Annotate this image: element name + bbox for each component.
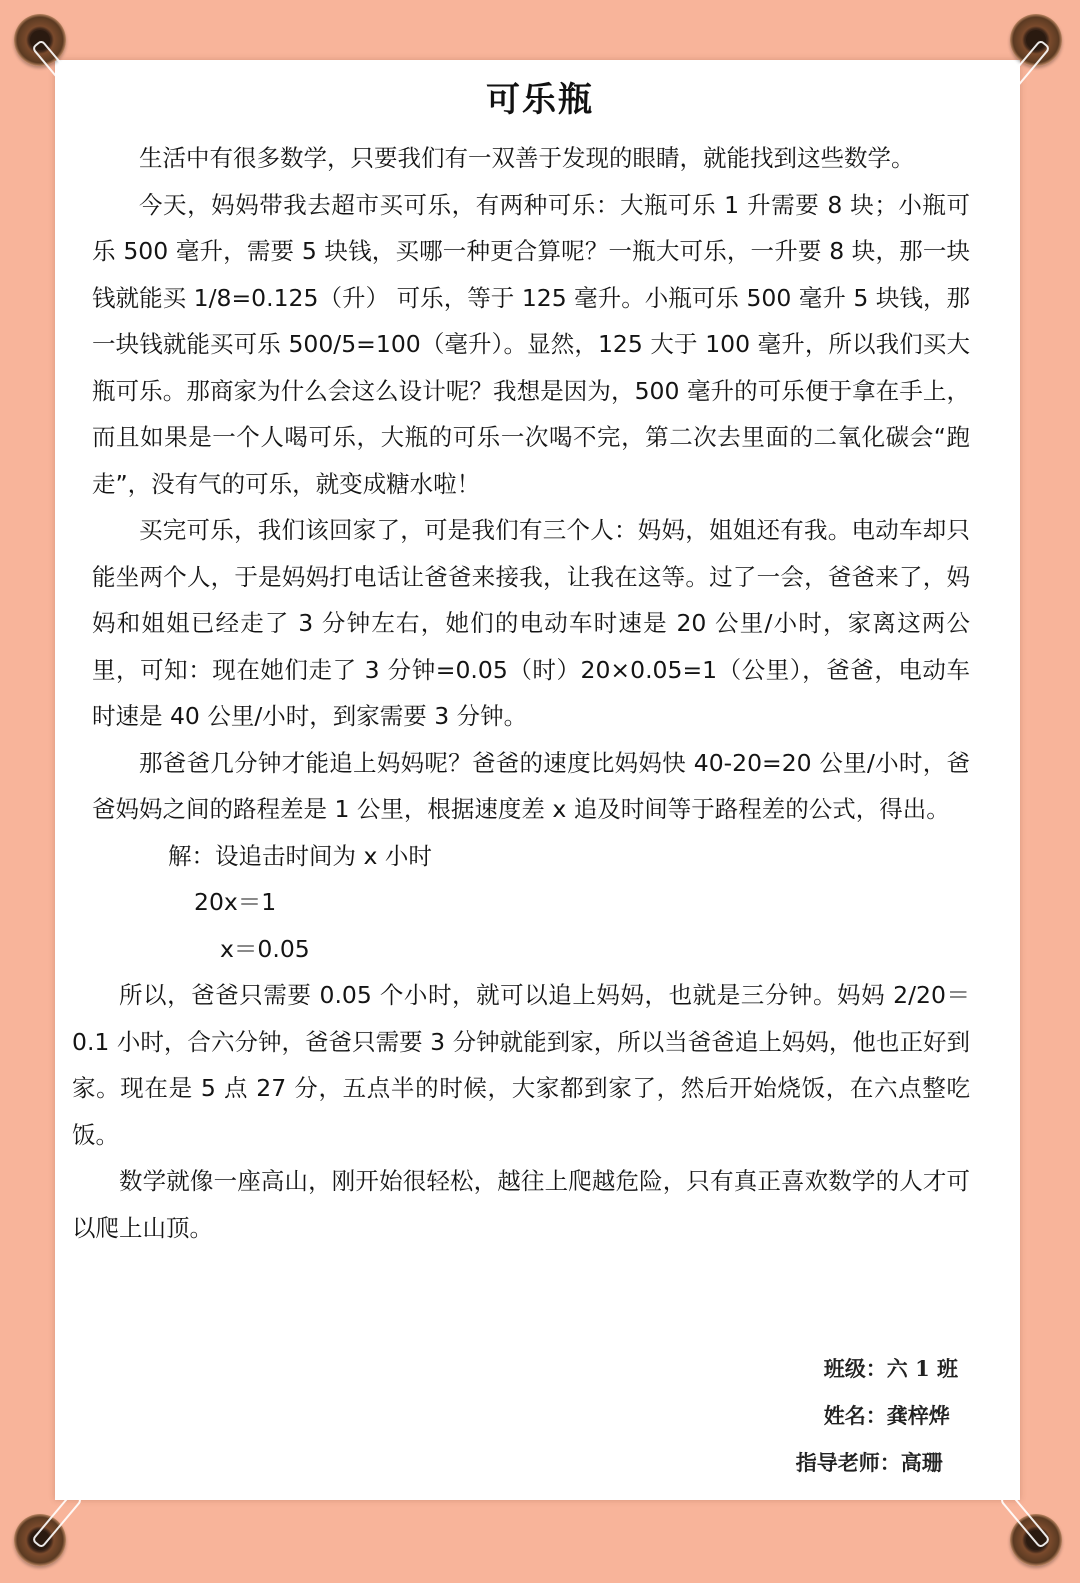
paragraph-cola-comparison: 今天，妈妈带我去超市买可乐，有两种可乐：大瓶可乐 1 升需要 8 块；小瓶可乐 500 毫升，需要 5 块钱，买哪一种更合算呢？一瓶大可乐，一升要 8 块，那一块钱就能买 1/8=0.125（升） 可乐，等于 125 毫升。小瓶可乐 500 毫升 5 块钱，那一块钱就能买可乐 500/5=100（毫升）。显然，125 大于 100 毫升，所以我们买大瓶可乐。那商家为什么会这么设计呢？我想是因为，500 毫升的可乐便于拿在手上，而且如果是一个人喝可乐，大瓶的可乐一次喝不完，第二次去里面的二氧化碳会“跑走”，没有气的可乐，就变成糖水啦！ xyxy=(92,190,970,498)
paragraph-chase-question: 那爸爸几分钟才能追上妈妈呢？爸爸的速度比妈妈快 40-20=20 公里/小时，爸爸妈妈之间的路程差是 1 公里，根据速度差 x 追及时间等于路程差的公式，得出。 xyxy=(92,748,970,823)
essay-title: 可乐瓶 xyxy=(486,80,594,120)
signature-block xyxy=(796,1345,958,1486)
solution-line-3: x＝0.05 xyxy=(220,934,310,963)
solution-line-1: 解：设追击时间为 x 小时 xyxy=(168,841,432,870)
student-name-label: 姓名：龚梓烨 xyxy=(823,1403,950,1428)
solution-line-2: 20x＝1 xyxy=(194,888,277,916)
class-label: 班级：六 1 班 xyxy=(823,1356,958,1381)
paragraph-going-home: 买完可乐，我们该回家了，可是我们有三个人：妈妈，姐姐还有我。电动车却只能坐两个人，于是妈妈打电话让爸爸来接我，让我在这等。过了一会，爸爸来了，妈妈和姐姐已经走了 3 分钟左右，她们的电动车时速是 20 公里/小时，家离这两公里，可知：现在她们走了 3 分钟=0.05（时）20×0.05=1（公里），爸爸，电动车时速是 40 公里/小时，到家需要 3 分钟。 xyxy=(92,516,970,730)
paragraph-intro: 生活中有很多数学，只要我们有一双善于发现的眼睛，就能找到这些数学。 xyxy=(139,144,915,172)
paragraph-conclusion: 所以，爸爸只需要 0.05 个小时，就可以追上妈妈，也就是三分钟。妈妈 2/20＝0.1 小时，合六分钟，爸爸只需要 3 分钟就能到家，所以当爸爸追上妈妈，他也正好到家。现在是 5 点 27 分，五点半的时候，大家都到家了，然后开始烧饭，在六点整吃饭。 xyxy=(72,981,970,1149)
essay-body xyxy=(72,135,970,1251)
teacher-label: 指导老师：高珊 xyxy=(795,1450,943,1475)
paragraph-closing: 数学就像一座高山，刚开始很轻松，越往上爬越危险，只有真正喜欢数学的人才可以爬上山顶。 xyxy=(72,1167,970,1242)
